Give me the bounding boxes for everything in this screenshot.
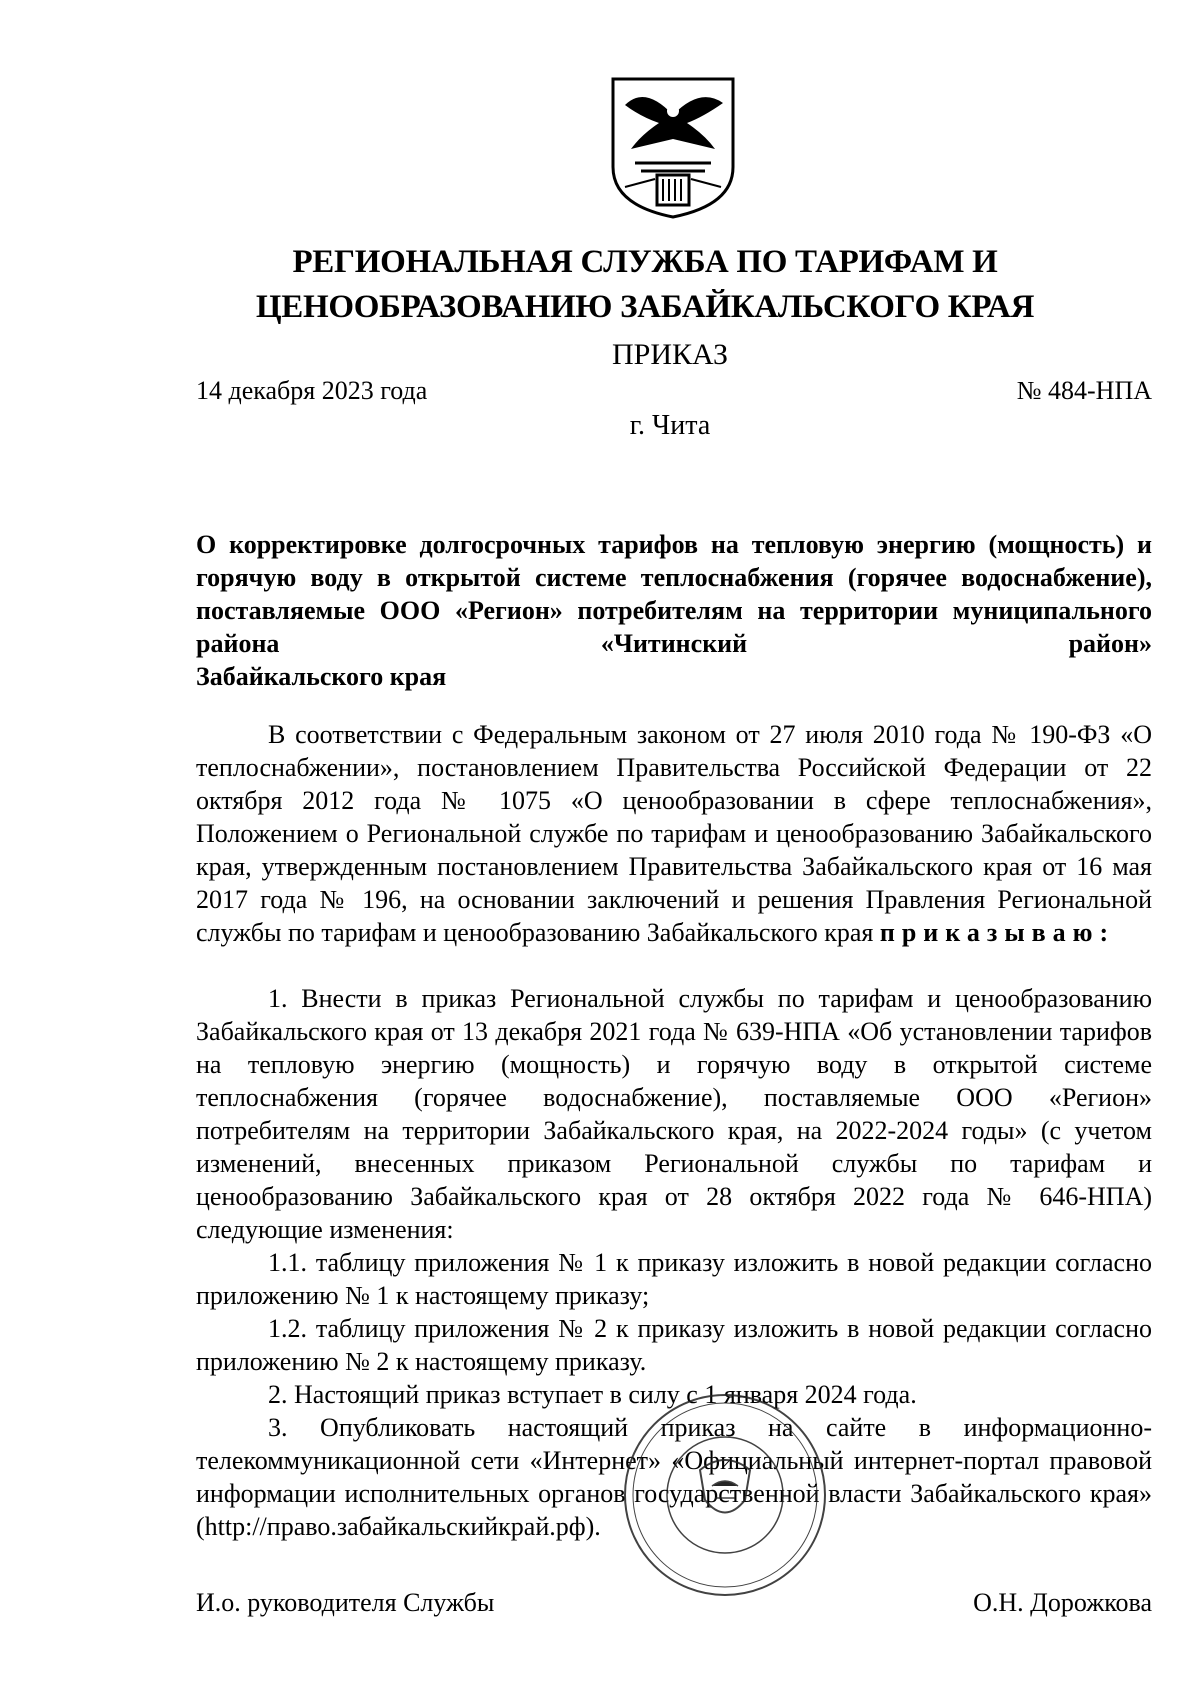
document-type: ПРИКАЗ (612, 338, 728, 371)
signatory-name: О.Н. Дорожкова (973, 1588, 1152, 1617)
item-1-2: 1.2. таблицу приложения № 2 к приказу изложить в новой редакции согласно приложению № 2 к настоящему приказу. (196, 1314, 1152, 1376)
document-subject (196, 528, 1152, 693)
subject-text-last-line: Забайкальского края (196, 662, 447, 691)
coat-of-arms-emblem (605, 75, 741, 221)
organization-title-line2: ЦЕНООБРАЗОВАНИЮ ЗАБАЙКАЛЬСКОГО КРАЯ (255, 289, 1035, 325)
document-city: г. Чита (629, 410, 711, 441)
signatory-role: И.о. руководителя Службы (196, 1588, 495, 1617)
item-1-1: 1.1. таблицу приложения № 1 к приказу изложить в новой редакции согласно приложению № 1 к настоящему приказу; (196, 1248, 1152, 1310)
document-number: № 484-НПА (1016, 376, 1152, 405)
order-word: приказываю: (879, 918, 1116, 947)
organization-title (240, 240, 1050, 330)
organization-title-line1: РЕГИОНАЛЬНАЯ СЛУЖБА ПО ТАРИФАМ И (292, 244, 998, 280)
preamble-paragraph (196, 718, 1152, 949)
item-1: 1. Внести в приказ Региональной службы по тарифам и ценообразованию Забайкальского края от 13 декабря 2021 года № 639-НПА «Об установлении тарифов на тепловую энергию (мощность) и горячую воду в открытой системе теплоснабжения (горячее водоснабжение), поставляемые ООО «Регион» потребителям на территории Забайкальского края, на 2022-2024 годы» (с учетом изменений, внесенных приказом Региональной службы по тарифам и ценообразованию Забайкальского края от 28 октября 2022 года № 646-НПА) следующие изменения: (196, 984, 1152, 1244)
item-3: 3. Опубликовать настоящий приказ на сайте в информационно-телекоммуникационной сети «Интернет» «Официальный интернет-портал правовой информации исполнительных органов государственной власти Забайкальского края» (http://право.забайкальскийкрай.рф). (196, 1413, 1152, 1541)
official-stamp-seal (620, 1390, 830, 1600)
subject-text: О корректировке долгосрочных тарифов на тепловую энергию (мощность) и горячую воду в открытой системе теплоснабжения (горячее водоснабжение), поставляемые ООО «Регион» потребителям на территории муниципального района «Читинский район» (196, 530, 1152, 658)
document-date: 14 декабря 2023 года (196, 376, 428, 405)
item-2: 2. Настоящий приказ вступает в силу с 1 января 2024 года. (268, 1380, 917, 1409)
preamble-text: В соответствии с Федеральным законом от 27 июля 2010 года № 190-ФЗ «О теплоснабжении», постановлением Правительства Российской Федерации от 22 октября 2012 года № 1075 «О ценообразовании в сфере теплоснабжения», Положением о Региональной службе по тарифам и ценообразованию Забайкальского края, утвержденным постановлением Правительства Забайкальского края от 16 мая 2017 года № 196, на основании заключений и решения Правления Региональной службы по тарифам и ценообразованию Забайкальского края (196, 720, 1152, 947)
